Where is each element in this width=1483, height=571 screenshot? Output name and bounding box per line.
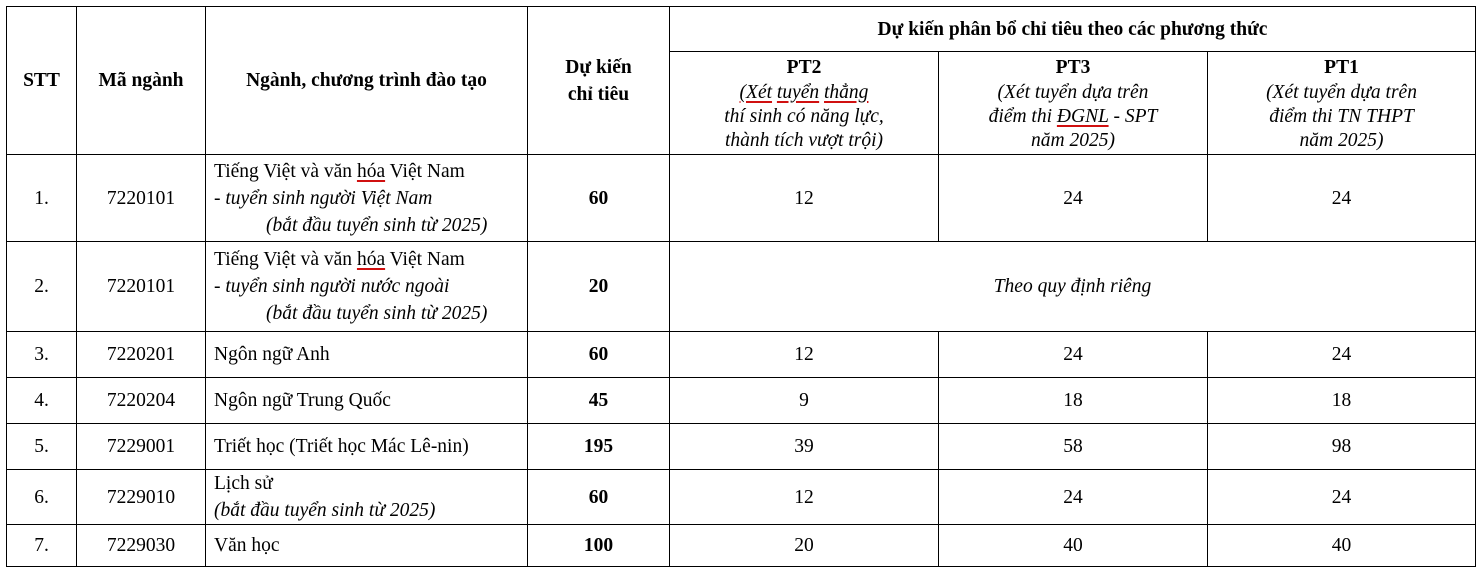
name-word-tieng: Tiếng xyxy=(214,249,259,270)
row-name-line3: (bắt đầu tuyển sinh từ 2025) xyxy=(266,303,488,324)
row-stt: 2. xyxy=(7,242,77,332)
row-pt3: 40 xyxy=(939,525,1208,567)
row-chi-tieu: 45 xyxy=(528,378,670,424)
row-ma-nganh: 7220101 xyxy=(77,242,206,332)
row-pt3: 24 xyxy=(939,155,1208,242)
name-word-tieng: Tiếng xyxy=(214,160,259,182)
row-ma-nganh: 7229001 xyxy=(77,424,206,470)
row-pt2: 12 xyxy=(670,332,939,378)
pt2-desc-word-thang: thẳng xyxy=(824,81,869,103)
header-nganh: Ngành, chương trình đào tạo xyxy=(206,7,528,155)
pt3-desc-line3: năm 2025) xyxy=(1031,129,1115,151)
header-du-kien-chi-tieu xyxy=(528,7,670,155)
pt2-desc-line2: thí sinh có năng lực, xyxy=(724,105,884,127)
row-nganh: Triết học (Triết học Mác Lê-nin) xyxy=(206,424,528,470)
pt1-desc-line1: (Xét tuyển dựa trên xyxy=(1266,81,1417,103)
name-viet-nam: Việt Nam xyxy=(389,249,465,270)
row-nganh xyxy=(206,155,528,242)
row-pt3: 24 xyxy=(939,470,1208,525)
header-pt3 xyxy=(939,52,1208,155)
row-chi-tieu: 195 xyxy=(528,424,670,470)
row-ma-nganh: 7229010 xyxy=(77,470,206,525)
pt2-desc-word-tuyen: tuyển xyxy=(776,81,820,103)
row-ma-nganh: 7220204 xyxy=(77,378,206,424)
row-pt1: 24 xyxy=(1208,155,1476,242)
row-nganh: Văn học xyxy=(206,525,528,567)
name-word-hoa: hóa xyxy=(356,160,386,182)
row-pt2: 9 xyxy=(670,378,939,424)
header-du-kien-line2: chỉ tiêu xyxy=(567,83,630,105)
row-merged-note: Theo quy định riêng xyxy=(670,242,1476,332)
header-ma-nganh: Mã ngành xyxy=(77,7,206,155)
header-du-kien-line1: Dự kiến xyxy=(565,56,632,78)
row-name-line2: - tuyển sinh người nước ngoài xyxy=(214,276,450,297)
table-row xyxy=(7,378,1476,424)
pt1-title: PT1 xyxy=(1324,56,1359,78)
row-ma-nganh: 7229030 xyxy=(77,525,206,567)
header-pt1 xyxy=(1208,52,1476,155)
pt3-title: PT3 xyxy=(1055,56,1091,78)
pt1-desc-line2: điểm thi TN THPT xyxy=(1269,105,1414,127)
row-ma-nganh: 7220101 xyxy=(77,155,206,242)
row-stt: 3. xyxy=(7,332,77,378)
header-group-title: Dự kiến phân bổ chỉ tiêu theo các phương thức xyxy=(670,7,1476,52)
table-row xyxy=(7,155,1476,242)
row-name-line3: (bắt đầu tuyển sinh từ 2025) xyxy=(266,214,488,236)
row-name-line1 xyxy=(214,246,527,273)
row-chi-tieu: 60 xyxy=(528,332,670,378)
name-viet-va-van: Việt và văn xyxy=(263,249,353,270)
row-pt1: 98 xyxy=(1208,424,1476,470)
pt2-desc-line1 xyxy=(670,81,938,105)
table-row xyxy=(7,525,1476,567)
row-pt3: 24 xyxy=(939,332,1208,378)
row-pt2: 20 xyxy=(670,525,939,567)
pt2-desc-word-xet: (Xét xyxy=(739,81,773,103)
pt2-desc-line3: thành tích vượt trội) xyxy=(724,129,884,151)
row-pt1: 24 xyxy=(1208,332,1476,378)
row-pt1: 18 xyxy=(1208,378,1476,424)
name-viet-nam: Việt Nam xyxy=(389,160,465,182)
pt3-desc-dgnl: ĐGNL xyxy=(1056,105,1109,127)
pt2-title: PT2 xyxy=(786,56,822,78)
row-chi-tieu: 60 xyxy=(528,470,670,525)
pt3-desc-line2 xyxy=(939,105,1207,129)
table-row xyxy=(7,242,1476,332)
row-nganh xyxy=(206,242,528,332)
row-chi-tieu: 100 xyxy=(528,525,670,567)
quota-table xyxy=(6,6,1476,567)
row-nganh: Ngôn ngữ Trung Quốc xyxy=(206,378,528,424)
row-pt2: 12 xyxy=(670,155,939,242)
header-pt2 xyxy=(670,52,939,155)
row-pt1: 24 xyxy=(1208,470,1476,525)
row-pt1: 40 xyxy=(1208,525,1476,567)
row-pt3: 58 xyxy=(939,424,1208,470)
row-pt3: 18 xyxy=(939,378,1208,424)
row-stt: 5. xyxy=(7,424,77,470)
row-ma-nganh: 7220201 xyxy=(77,332,206,378)
pt3-desc-spt: - SPT xyxy=(1113,105,1158,127)
row-pt2: 39 xyxy=(670,424,939,470)
row-chi-tieu: 20 xyxy=(528,242,670,332)
table-row xyxy=(7,424,1476,470)
row-pt2: 12 xyxy=(670,470,939,525)
row-nganh: Ngôn ngữ Anh xyxy=(206,332,528,378)
header-stt: STT xyxy=(7,7,77,155)
row-nganh xyxy=(206,470,528,525)
row-stt: 6. xyxy=(7,470,77,525)
table-row xyxy=(7,332,1476,378)
row-stt: 4. xyxy=(7,378,77,424)
row-stt: 7. xyxy=(7,525,77,567)
name-word-hoa: hóa xyxy=(356,249,386,270)
pt1-desc-line3: năm 2025) xyxy=(1299,129,1384,151)
pt3-desc-diem-thi: điểm thi xyxy=(988,105,1053,127)
pt3-desc-line1: (Xét tuyển dựa trên xyxy=(997,81,1149,103)
table-row xyxy=(7,470,1476,525)
row-name-line2: (bắt đầu tuyển sinh từ 2025) xyxy=(214,500,436,521)
row-chi-tieu: 60 xyxy=(528,155,670,242)
row-name-line1: Lịch sử xyxy=(214,473,273,494)
name-viet-va-van: Việt và văn xyxy=(263,160,353,182)
row-stt: 1. xyxy=(7,155,77,242)
row-name-line1 xyxy=(214,158,527,185)
row-name-line2: - tuyển sinh người Việt Nam xyxy=(214,187,433,209)
